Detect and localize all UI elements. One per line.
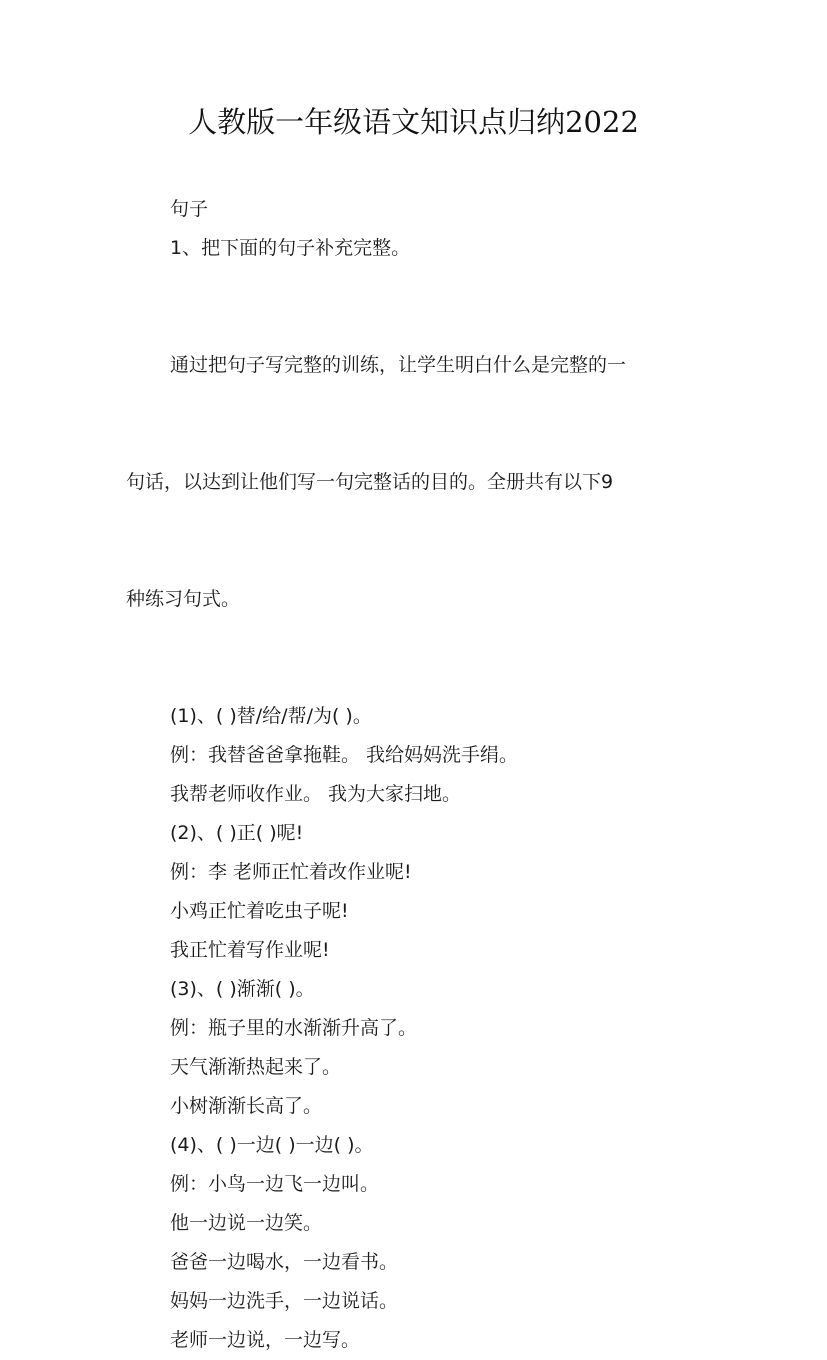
intro-line-1: 通过把句子写完整的训练，让学生明白什么是完整的一: [170, 354, 627, 376]
example-line: 他一边说一边笑。: [170, 1212, 323, 1234]
intro-line-2: 句话，以达到让他们写一句完整话的目的。全册共有以下9: [126, 471, 614, 493]
document-title: 人教版一年级语文知识点归纳2022: [188, 105, 639, 139]
example-line: 我正忙着写作业呢!: [170, 939, 330, 961]
pattern-2: (2)、( )正( )呢!: [170, 822, 304, 844]
example-line: 我帮老师收作业。 我为大家扫地。: [170, 783, 462, 805]
example-line: 老师一边说，一边写。: [170, 1329, 361, 1351]
example-line: 妈妈一边洗手，一边说话。: [170, 1290, 399, 1312]
example-line: 例：瓶子里的水渐渐升高了。: [170, 1017, 418, 1039]
pattern-4: (4)、( )一边( )一边( )。: [170, 1134, 374, 1156]
intro-paragraph: [126, 268, 706, 697]
pattern-3: (3)、( )渐渐( )。: [170, 978, 315, 1000]
example-line: 爸爸一边喝水，一边看书。: [170, 1251, 399, 1273]
example-line: 小鸡正忙着吃虫子呢!: [170, 900, 349, 922]
example-line: 例：我替爸爸拿拖鞋。 我给妈妈洗手绢。: [170, 744, 519, 766]
example-line: 天气渐渐热起来了。: [170, 1056, 342, 1078]
document-body: [126, 190, 706, 1360]
pattern-1: (1)、( )替/给/帮/为( )。: [170, 705, 372, 727]
section-heading: 句子: [170, 198, 209, 220]
intro-line-3: 种练习句式。: [126, 588, 241, 610]
example-line: 小树渐渐长高了。: [170, 1095, 323, 1117]
example-line: 例：小鸟一边飞一边叫。: [170, 1173, 380, 1195]
exercise-heading: 1、把下面的句子补充完整。: [170, 237, 411, 259]
example-line: 例：李 老师正忙着改作业呢!: [170, 861, 412, 883]
